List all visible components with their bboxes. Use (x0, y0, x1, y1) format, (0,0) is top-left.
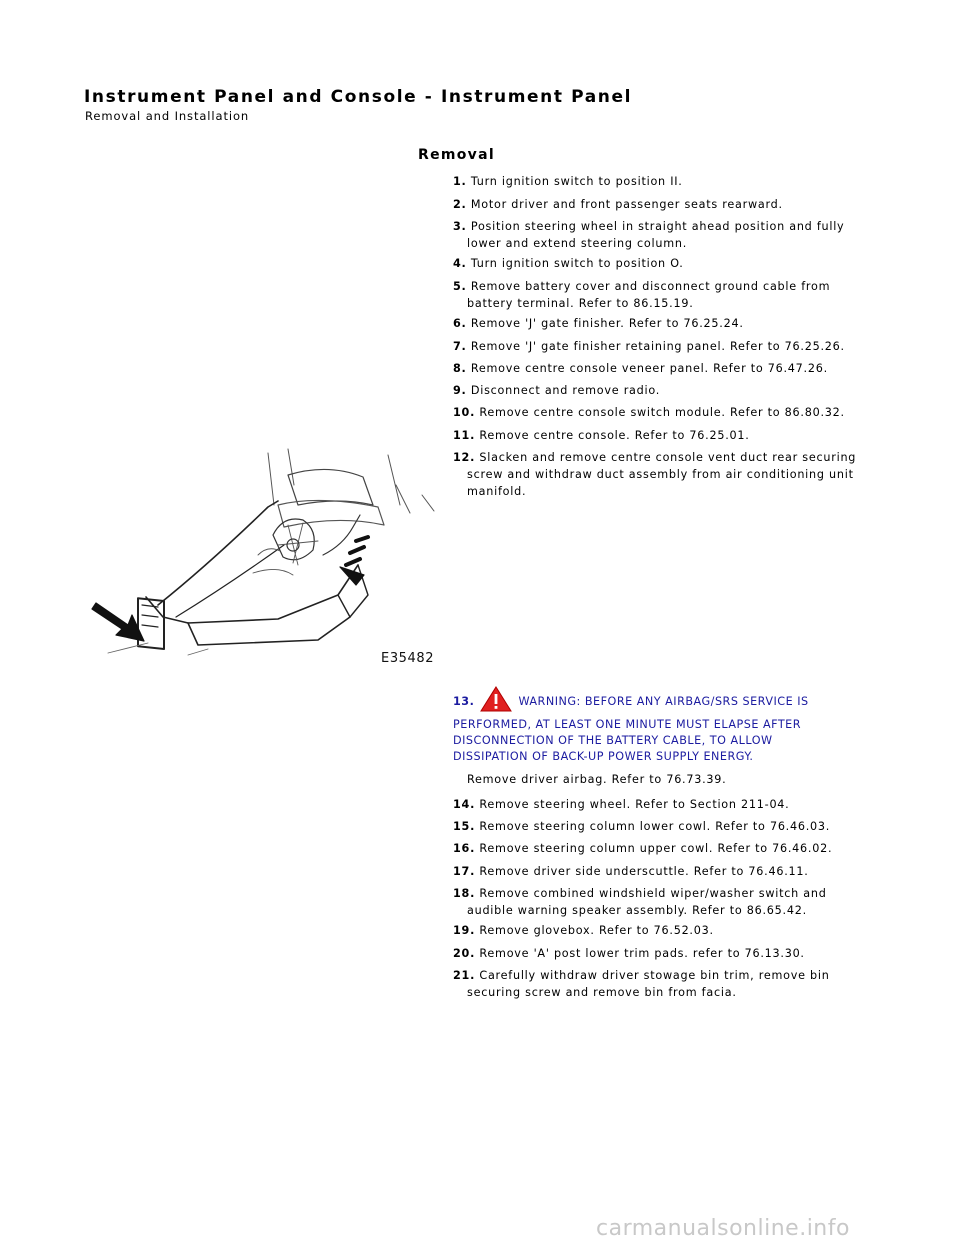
step-3 (453, 218, 873, 252)
step-4 (453, 255, 873, 272)
step-text: Remove battery cover and disconnect ground cable from (470, 280, 831, 293)
step-18 (453, 885, 873, 919)
step-number: 10. (453, 406, 476, 419)
step-number: 5. (453, 280, 467, 293)
step-number: 14. (453, 798, 476, 811)
warning-line-2: PERFORMED, AT LEAST ONE MINUTE MUST ELAPSE AFTER (453, 718, 802, 731)
step-number: 9. (453, 384, 467, 397)
step-number: 3. (453, 220, 467, 233)
section-title: Removal (418, 147, 495, 163)
step-16 (453, 840, 873, 857)
step-12 (453, 449, 873, 500)
step-text: Motor driver and front passenger seats rearward. (470, 198, 783, 211)
step-number: 18. (453, 887, 476, 900)
step-text: Slacken and remove centre console vent duct rear securing (479, 451, 857, 464)
warning-block (453, 686, 873, 765)
step-20 (453, 945, 873, 962)
step-6 (453, 315, 873, 332)
step-text: Remove centre console veneer panel. Refer to 76.47.26. (470, 362, 828, 375)
step-11 (453, 427, 873, 444)
step-text-cont: lower and extend steering column. (467, 237, 687, 250)
step-number: 20. (453, 947, 476, 960)
step-number: 21. (453, 969, 476, 982)
step-text: Remove steering column upper cowl. Refer to 76.46.02. (479, 842, 833, 855)
step-10 (453, 404, 873, 421)
step-text: Remove centre console. Refer to 76.25.01. (479, 429, 750, 442)
page-subtitle: Removal and Installation (85, 109, 250, 123)
warning-triangle-icon (480, 686, 512, 717)
step-number: 12. (453, 451, 476, 464)
step-17 (453, 863, 873, 880)
step-text: Disconnect and remove radio. (470, 384, 661, 397)
warning-line-3: DISCONNECTION OF THE BATTERY CABLE, TO ALLOW (453, 734, 773, 747)
step-number: 7. (453, 340, 467, 353)
step-number: 19. (453, 924, 476, 937)
step-text: Remove 'J' gate finisher. Refer to 76.25.24. (470, 317, 744, 330)
step-9 (453, 382, 873, 399)
step-number: 4. (453, 257, 467, 270)
step-number: 17. (453, 865, 476, 878)
step-number: 2. (453, 198, 467, 211)
step-text: Remove combined windshield wiper/washer switch and (479, 887, 827, 900)
step-number: 6. (453, 317, 467, 330)
step-text: Turn ignition switch to position O. (470, 257, 684, 270)
step-text: Remove centre console switch module. Refer to 86.80.32. (479, 406, 845, 419)
step-5 (453, 278, 873, 312)
step-text: Remove steering column lower cowl. Refer to 76.46.03. (479, 820, 831, 833)
step-21 (453, 967, 873, 1001)
step-text-cont: manifold. (467, 485, 527, 498)
step-text-cont: screw and withdraw duct assembly from air conditioning unit (467, 468, 854, 481)
watermark: carmanualsonline.info (596, 1216, 850, 1241)
step-text-cont: securing screw and remove bin from facia. (467, 986, 737, 999)
warning-line-4: DISSIPATION OF BACK-UP POWER SUPPLY ENERGY. (453, 750, 754, 763)
step-number: 15. (453, 820, 476, 833)
step-1 (453, 173, 873, 190)
step-text: Position steering wheel in straight ahead position and fully (470, 220, 845, 233)
duct-assembly-illustration (88, 445, 438, 664)
step-number: 13. (453, 695, 475, 708)
step-7 (453, 338, 873, 355)
step-text: Remove 'J' gate finisher retaining panel. Refer to 76.25.26. (470, 340, 845, 353)
step-8 (453, 360, 873, 377)
step-text-cont: audible warning speaker assembly. Refer to 86.65.42. (467, 904, 807, 917)
step-text: Remove glovebox. Refer to 76.52.03. (479, 924, 714, 937)
step-number: 8. (453, 362, 467, 375)
step-text: Carefully withdraw driver stowage bin trim, remove bin (479, 969, 830, 982)
step-number: 11. (453, 429, 476, 442)
step-text-cont: battery terminal. Refer to 86.15.19. (467, 297, 694, 310)
warning-line-1: WARNING: BEFORE ANY AIRBAG/SRS SERVICE IS (518, 695, 809, 708)
step-14 (453, 796, 873, 813)
step-text: Remove steering wheel. Refer to Section 211-04. (479, 798, 790, 811)
step-2 (453, 196, 873, 213)
step-15 (453, 818, 873, 835)
step-number: 1. (453, 175, 467, 188)
step-text: Remove driver side underscuttle. Refer to 76.46.11. (479, 865, 809, 878)
warning-followup: Remove driver airbag. Refer to 76.73.39. (467, 773, 727, 786)
page-title: Instrument Panel and Console - Instrument Panel (84, 87, 633, 107)
step-text: Remove 'A' post lower trim pads. refer to 76.13.30. (479, 947, 805, 960)
step-19 (453, 922, 873, 939)
figure-label: E35482 (381, 651, 435, 666)
step-text: Turn ignition switch to position II. (470, 175, 683, 188)
step-number: 16. (453, 842, 476, 855)
